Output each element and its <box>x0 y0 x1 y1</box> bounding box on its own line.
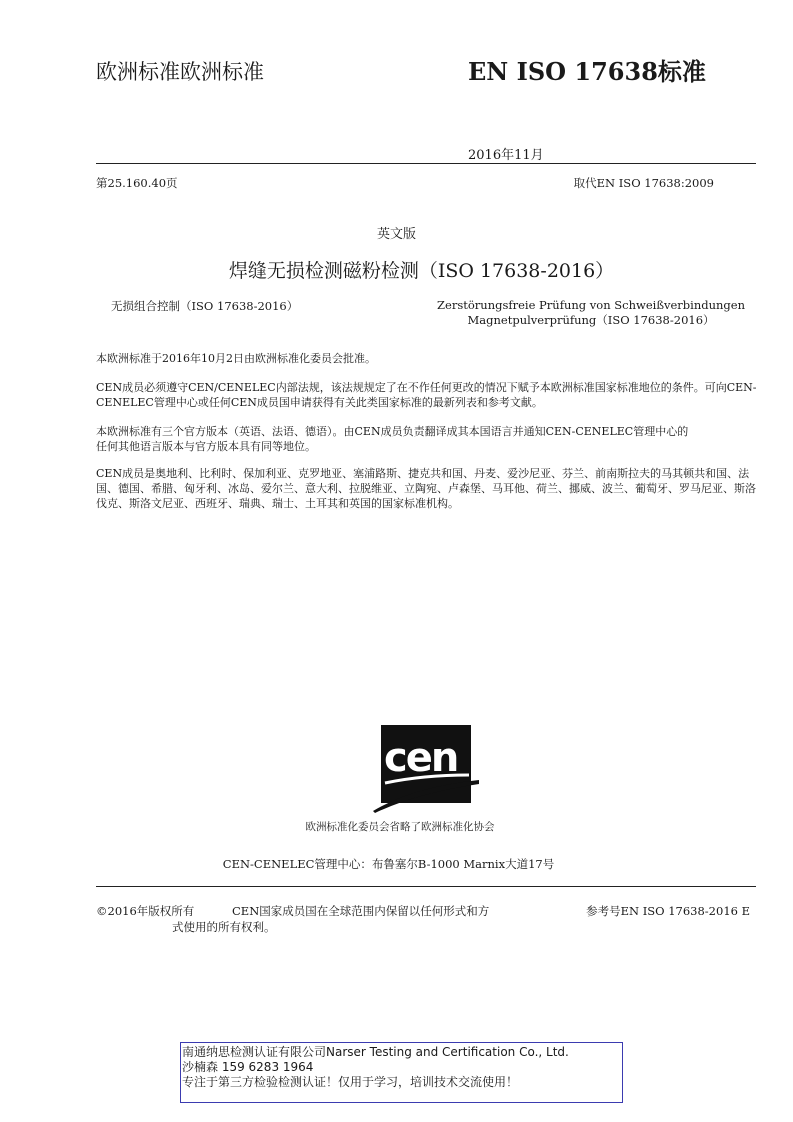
logo-caption: 欧洲标准化委员会省略了欧洲标准化协会 <box>305 821 495 833</box>
approval-paragraph: 本欧洲标准于2016年10月2日由欧洲标准化委员会批准。 <box>96 352 376 365</box>
header-left-title: 欧洲标准欧洲标准 <box>96 60 264 84</box>
subtitle-right-line2: Magnetpulverprüfung（ISO 17638-2016） <box>467 313 715 327</box>
cen-logo <box>373 725 481 813</box>
management-centre-address: CEN-CENELEC管理中心：布鲁塞尔B-1000 Marnix大道17号 <box>222 857 555 871</box>
document-title: 焊缝无损检测磁粉检测（ISO 17638-2016） <box>228 260 615 282</box>
versions-paragraph-line2: 任何其他语言版本与官方版本具有同等地位。 <box>96 440 316 453</box>
regulations-paragraph: CEN成员必须遵守CEN/CENELEC内部法规，该法规规定了在不作任何更改的情况下赋予本欧洲标准国家标准地位的条件。可向CEN-CENELEC管理中心或任何CEN成员国申请获得有关此类国家标准的最新列表和参考文献。 <box>96 381 757 409</box>
rights-line2: 式使用的所有权利。 <box>172 920 276 934</box>
ics-code: 第25.160.40页 <box>96 176 178 190</box>
notice-company: 南通纳思检测认证有限公司Narser Testing and Certification Co., Ltd. <box>182 1045 569 1059</box>
publication-date: 2016年11月 <box>468 148 544 163</box>
cen-logo-text: cen <box>384 735 458 781</box>
versions-paragraph-line1: 本欧洲标准有三个官方版本（英语、法语、德语）。由CEN成员负责翻译成其本国语言并通知CEN-CENELEC管理中心的 <box>96 425 689 438</box>
supersedes-note: 取代EN ISO 17638:2009 <box>573 176 714 190</box>
rights-statement <box>172 903 490 935</box>
reference-number: 参考号EN ISO 17638-2016 E <box>586 904 750 918</box>
header-right-title: EN ISO 17638标准 <box>468 57 706 86</box>
notice-contact: 沙楠森 159 6283 1964 <box>182 1060 314 1074</box>
subtitle-right <box>437 298 745 328</box>
versions-paragraph <box>96 424 760 454</box>
footer-divider <box>96 886 756 887</box>
version-label: 英文版 <box>376 227 416 242</box>
subtitle-left: 无损组合控制（ISO 17638-2016） <box>111 299 299 313</box>
rights-line1: CEN国家成员国在全球范围内保留以任何形式和方 <box>232 904 490 918</box>
notice-disclaimer: 专注于第三方检验检测认证！仅用于学习，培训技术交流使用！ <box>182 1075 519 1089</box>
members-paragraph: CEN成员是奥地利、比利时、保加利亚、克罗地亚、塞浦路斯、捷克共和国、丹麦、爱沙尼亚、芬兰、前南斯拉夫的马其顿共和国、法国、德国、希腊、匈牙利、冰岛、爱尔兰、意大利、拉脱维亚、立陶宛、卢森堡、马耳他、荷兰、挪威、波兰、葡萄牙、罗马尼亚、斯洛伐克、斯洛文尼亚、西班牙、瑞典、瑞士、土耳其和英国的国家标准机构。 <box>96 467 756 510</box>
subtitle-right-line1: Zerstörungsfreie Prüfung von Schweißverbindungen <box>437 298 745 312</box>
copyright-notice: ©2016年版权所有 <box>96 904 195 918</box>
watermark-notice-box <box>180 1042 623 1103</box>
header-divider <box>96 163 756 164</box>
